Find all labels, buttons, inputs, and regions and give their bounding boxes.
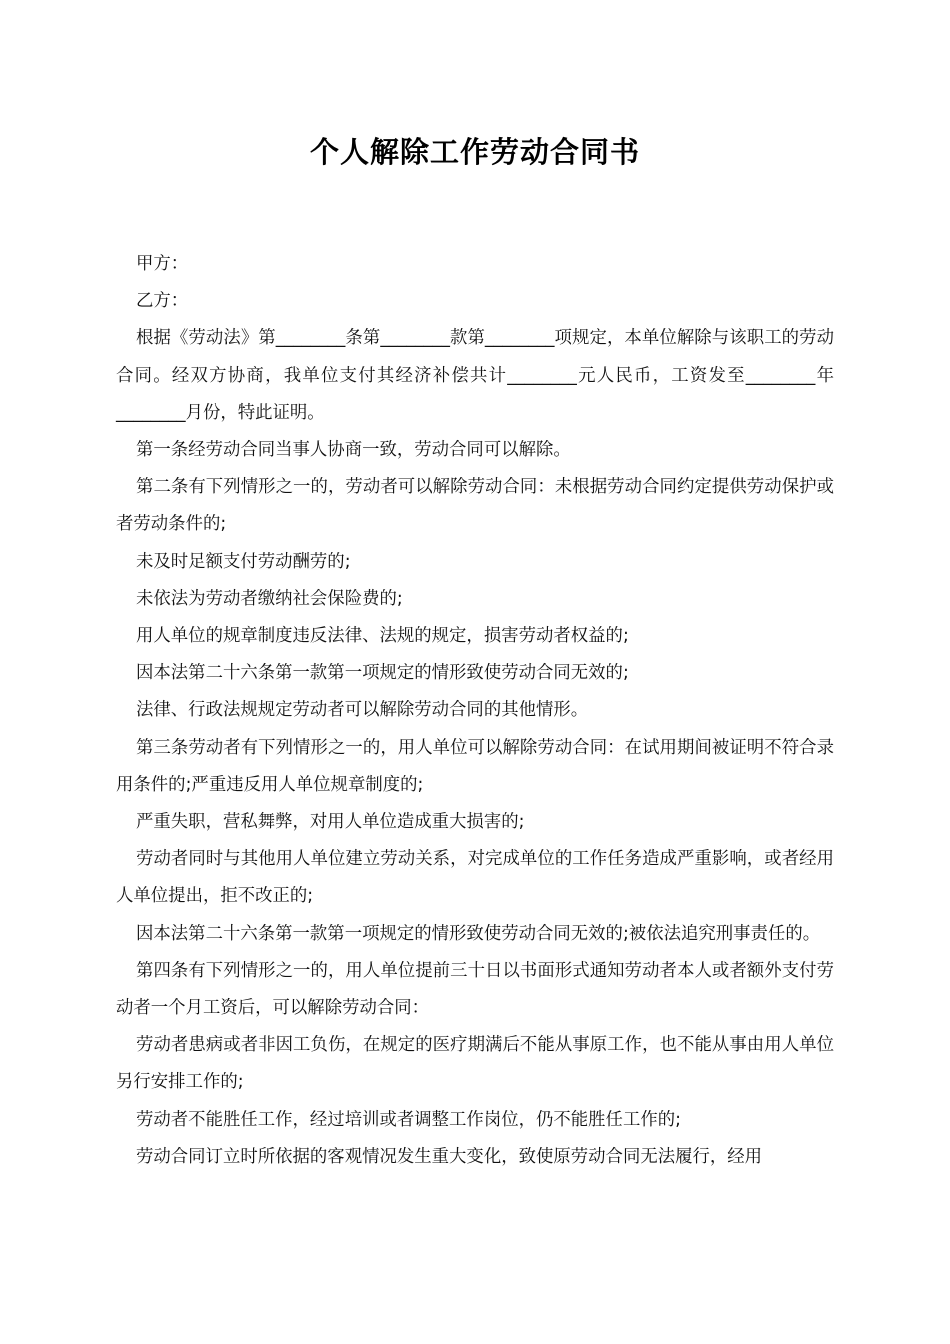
paragraph-article-2-item-4: 用人单位的规章制度违反法律、法规的规定，损害劳动者权益的; xyxy=(136,626,629,647)
paragraph-article-2-item-6: 法律、行政法规规定劳动者可以解除劳动合同的其他情形。 xyxy=(136,700,589,721)
paragraph-article-3-item-3: 严重失职，营私舞弊，对用人单位造成重大损害的; xyxy=(136,812,525,833)
paragraph-article-1: 第一条经劳动合同当事人协商一致，劳动合同可以解除。 xyxy=(136,440,571,461)
paragraph-article-4-item-3: 劳动合同订立时所依据的客观情况发生重大变化，致使原劳动合同无法履行，经用 xyxy=(136,1146,763,1167)
paragraph-article-2-item-3: 未依法为劳动者缴纳社会保险费的; xyxy=(136,588,403,609)
paragraph-article-4-item-2: 劳动者不能胜任工作，经过培训或者调整工作岗位，仍不能胜任工作的; xyxy=(136,1109,681,1130)
document-title: 个人解除工作劳动合同书 xyxy=(309,135,640,169)
paragraph-party-a: 甲方： xyxy=(136,254,189,274)
paragraph-article-2: 第二条有下列情形之一的，劳动者可以解除劳动合同：未根据劳动合同约定提供劳动保护或者劳动条件的; xyxy=(116,477,834,535)
paragraph-article-3: 第三条劳动者有下列情形之一的，用人单位可以解除劳动合同：在试用期间被证明不符合录用条件的;严重违反用人单位规章制度的; xyxy=(116,737,834,795)
paragraph-basis: 根据《劳动法》第________条第________款第________项规定，本单位解除与该职工的劳动合同。经双方协商，我单位支付其经济补偿共计________元人民币，工资发至________年________月份，特此证明。 xyxy=(116,328,834,423)
paragraph-article-3-item-4: 劳动者同时与其他用人单位建立劳动关系，对完成单位的工作任务造成严重影响，或者经用人单位提出，拒不改正的; xyxy=(116,849,834,907)
paragraph-article-2-item-5: 因本法第二十六条第一款第一项规定的情形致使劳动合同无效的; xyxy=(136,663,629,684)
paragraph-article-3-item-5: 因本法第二十六条第一款第一项规定的情形致使劳动合同无效的;被依法追究刑事责任的。 xyxy=(136,923,821,944)
document-body xyxy=(116,246,834,1176)
paragraph-article-4: 第四条有下列情形之一的，用人单位提前三十日以书面形式通知劳动者本人或者额外支付劳动者一个月工资后，可以解除劳动合同： xyxy=(116,960,834,1019)
paragraph-party-b: 乙方： xyxy=(136,291,189,312)
paragraph-article-4-item-1: 劳动者患病或者非因工负伤，在规定的医疗期满后不能从事原工作，也不能从事由用人单位另行安排工作的; xyxy=(116,1035,834,1093)
paragraph-article-2-item-2: 未及时足额支付劳动酬劳的; xyxy=(136,551,351,572)
